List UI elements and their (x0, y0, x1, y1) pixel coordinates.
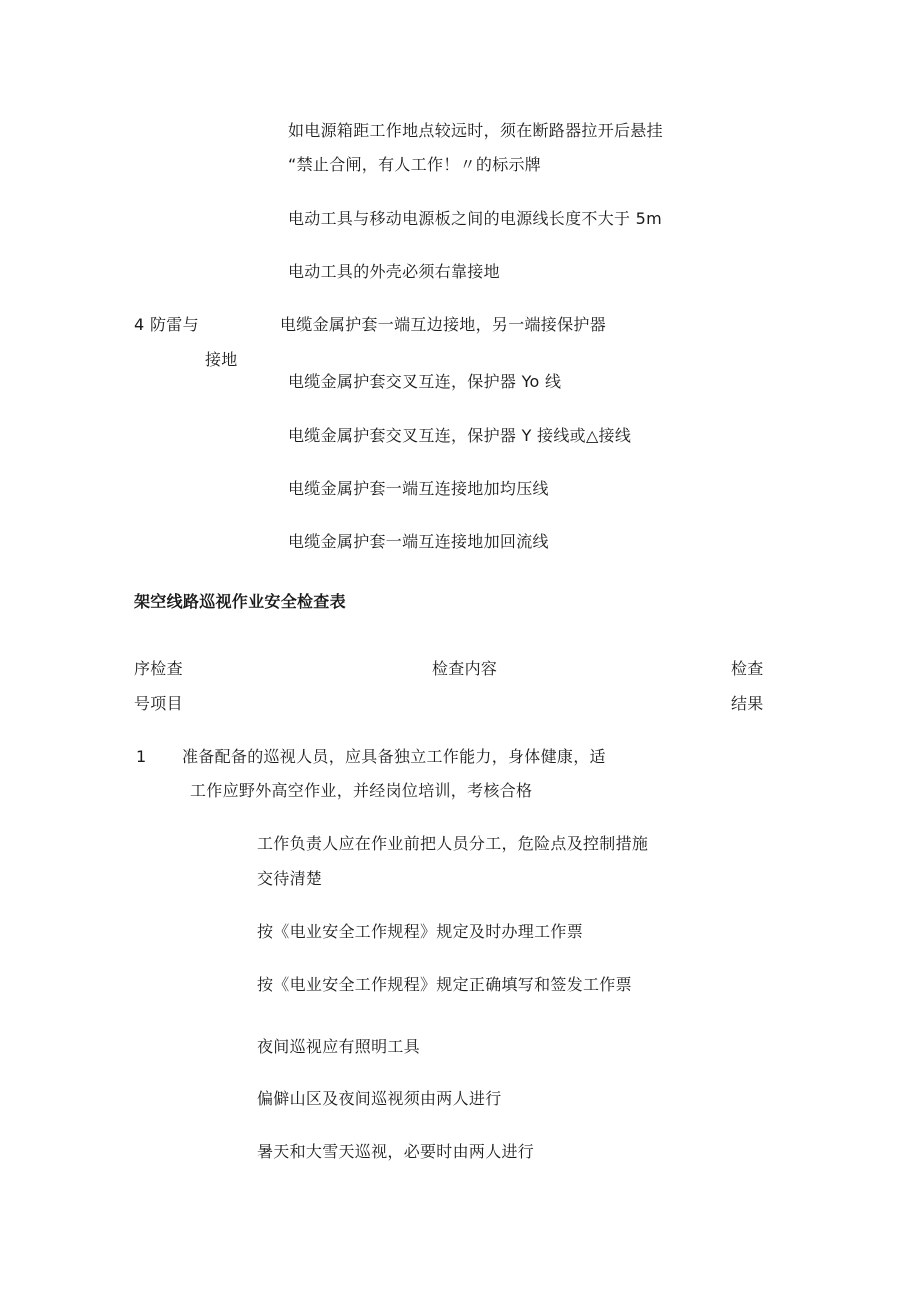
text-line: 电缆金属护套交叉互连，保护器 Y 接线或△接线 (288, 426, 632, 445)
text-line: 电缆金属护套交叉互连，保护器 Yo 线 (288, 372, 562, 391)
header-col-result: 结果 (731, 694, 764, 713)
row-content: 工作应野外高空作业，并经岗位培训，考核合格 (190, 781, 533, 800)
text-line: “禁止合闸，有人工作！〃的标示牌 (288, 155, 542, 174)
text-line: 工作负责人应在作业前把人员分工，危险点及控制措施 (257, 834, 649, 853)
item-number: 4 (134, 315, 145, 334)
text-line: 如电源箱距工作地点较远时，须在断路器拉开后悬挂 (288, 121, 663, 140)
text-line: 夜间巡视应有照明工具 (257, 1037, 421, 1056)
text-line: 交待清楚 (257, 869, 323, 888)
text-line: 偏僻山区及夜间巡视须由两人进行 (257, 1089, 502, 1108)
header-col-number-item: 号项目 (134, 694, 183, 713)
text-line: 电缆金属护套一端互连接地加回流线 (288, 532, 549, 551)
item-category: 防雷与 (150, 315, 199, 334)
text-line: 按《电业安全工作规程》规定正确填写和签发工作票 (257, 975, 632, 994)
row-content: 准备配备的巡视人员，应具备独立工作能力，身体健康，适 (182, 747, 606, 766)
item-category: 接地 (205, 350, 238, 369)
row-number: 1 (136, 747, 147, 766)
header-col-result: 检查 (731, 659, 764, 678)
text-line: 电缆金属护套一端互边接地，另一端接保护器 (280, 315, 607, 334)
header-col-number-item: 序检查 (134, 659, 183, 678)
text-line: 电缆金属护套一端互连接地加均压线 (288, 479, 549, 498)
section-title: 架空线路巡视作业安全检查表 (134, 592, 346, 611)
text-line: 暑天和大雪天巡视，必要时由两人进行 (257, 1142, 535, 1161)
text-line: 电动工具的外壳必须右靠接地 (288, 262, 500, 281)
header-col-content: 检查内容 (432, 659, 498, 678)
text-line: 电动工具与移动电源板之间的电源线长度不大于 5m (288, 209, 663, 228)
text-line: 按《电业安全工作规程》规定及时办理工作票 (257, 922, 584, 941)
